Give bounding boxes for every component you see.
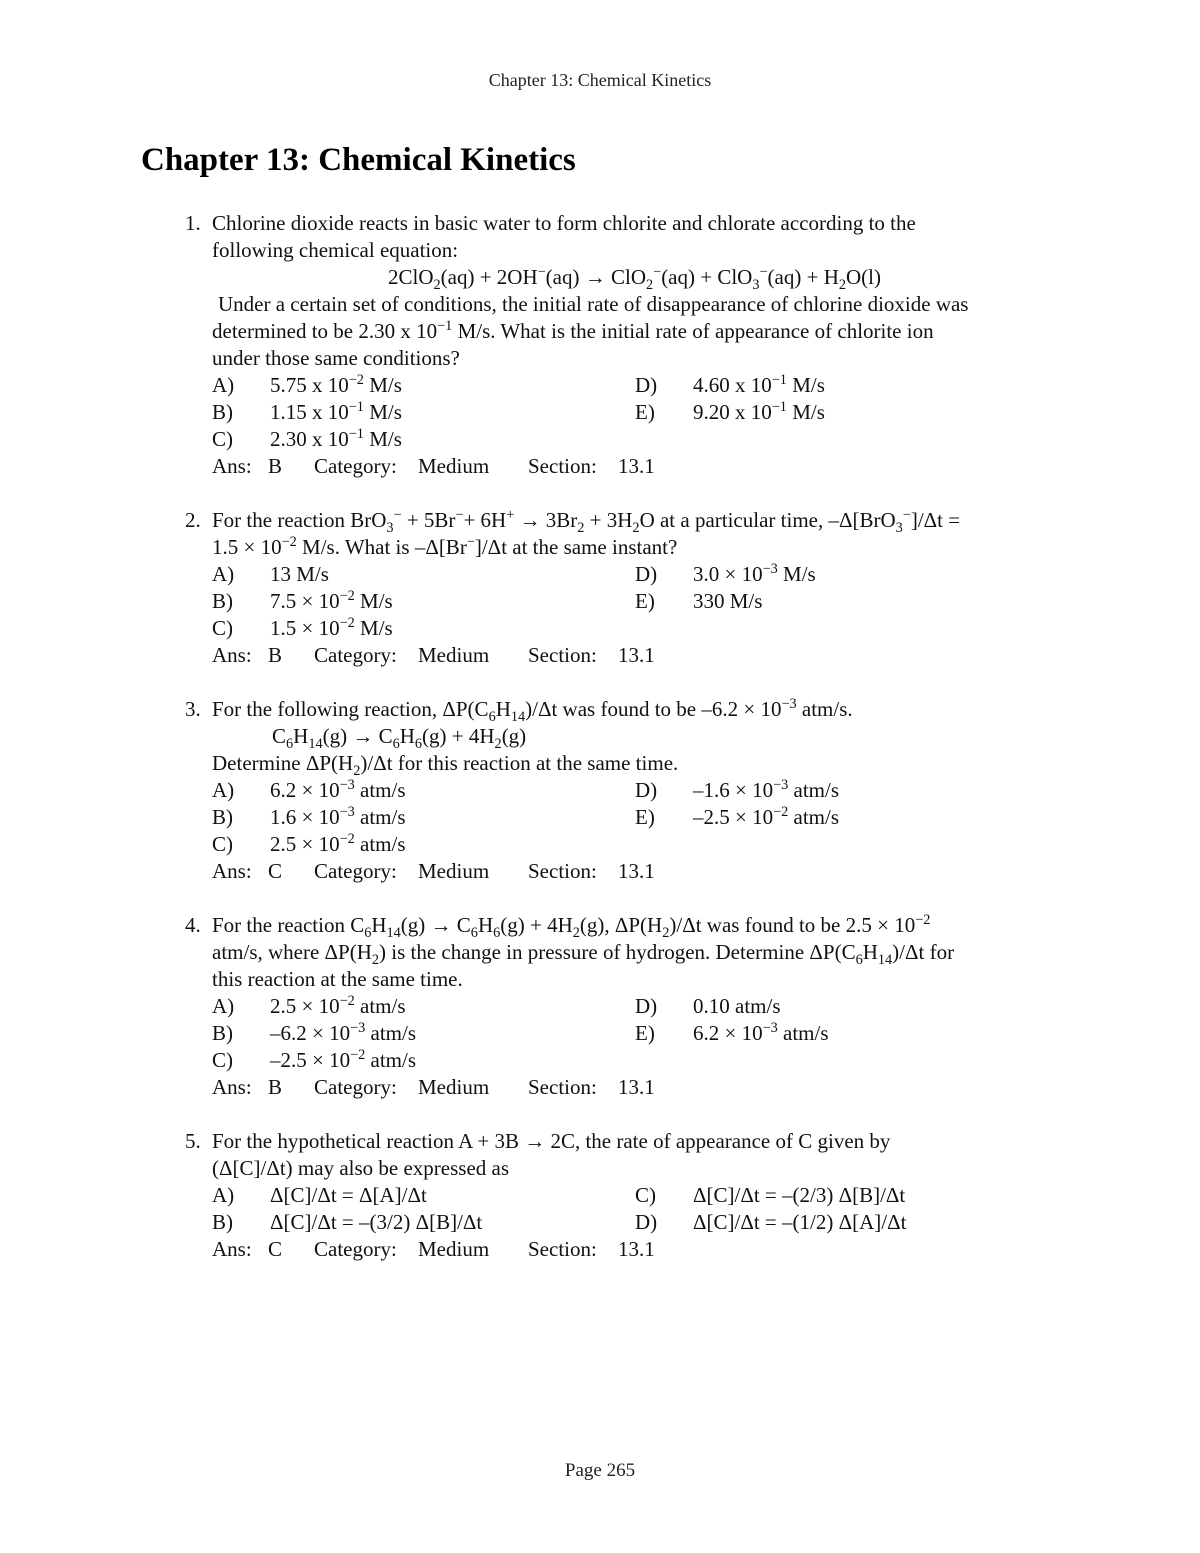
category-value: Medium [418, 1237, 490, 1261]
answer-options [212, 561, 1072, 642]
answer-line: Ans: B Category: Medium Section: 13.1 [212, 454, 655, 478]
page-number: Page 265 [564, 1460, 636, 1481]
answer-line: Ans: B Category: Medium Section: 13.1 [212, 643, 655, 667]
option-a: A) 5.75 x $10^{-2}$ M/s [212, 372, 402, 397]
question-2 [0, 507, 1200, 669]
page-title: Chapter 13: Chemical Kinetics [141, 142, 576, 178]
category-value: Medium [418, 454, 490, 478]
category-value: Medium [418, 643, 490, 667]
option-c: C) $-2.5 \times 10^{-2}$ atm/s [212, 1047, 417, 1072]
chemical-equation: $2ClO_2(aq) + 2OH^-(aq) \to ClO_2^-(aq) + ClO_3^-(aq) + H_2O(l)$ [387, 264, 882, 294]
option-d: D) $-1.6 \times 10^{-3}$ atm/s [635, 777, 840, 802]
answer-value: B [268, 454, 283, 478]
section-value: 13.1 [618, 1237, 655, 1261]
option-c: C) Δ[C]/Δt = –(2/3) Δ[B]/Δt [635, 1183, 906, 1207]
option-e: E) 9.20 x $10^{-1}$ M/s [635, 399, 825, 424]
question-body [212, 912, 1072, 1101]
answer-value: C [268, 859, 283, 883]
answer-options [212, 372, 1072, 453]
option-a: A) $2.5 \times 10^{-2}$ atm/s [212, 993, 406, 1018]
question-text: For the reaction $BrO_3^- + 5Br^-+ 6H^+ \to 3Br_2 + 3H_2O$ at a particular time, –Δ[BrO$_3$−]/Δt = [212, 507, 961, 537]
answer-line: Ans: C Category: Medium Section: 13.1 [212, 859, 655, 883]
question-text: Determine $\Delta P(H_2)/\Delta t$ for this reaction at the same time. [212, 751, 679, 780]
section-value: 13.1 [618, 643, 655, 667]
question-text: atm/s, where $\Delta P(H_2)$ is the change in pressure of hydrogen. Determine $\Delta P(C_6H_{14})/\Delta t$ for [212, 940, 955, 969]
question-number: 3. [185, 697, 201, 721]
question-body [212, 1128, 1072, 1263]
question-5 [0, 1128, 1200, 1263]
option-a: A) Δ[C]/Δt = Δ[A]/Δt [212, 1183, 427, 1207]
option-e: E) $-2.5 \times 10^{-2}$ atm/s [635, 804, 840, 829]
question-text: Under a certain set of conditions, the initial rate of disappearance of chlorine dioxide was [218, 292, 969, 316]
option-b: B) 1.15 x $10^{-1}$ M/s [212, 399, 402, 424]
answer-line: Ans: B Category: Medium Section: 13.1 [212, 1075, 655, 1099]
answer-options [212, 993, 1072, 1074]
option-c: C) $1.5 \times 10^{-2}$ M/s [212, 615, 393, 640]
option-c: C) $2.5 \times 10^{-2}$ atm/s [212, 831, 406, 856]
running-header: Chapter 13: Chemical Kinetics [488, 70, 712, 90]
section-value: 13.1 [618, 859, 655, 883]
question-text: following chemical equation: [212, 238, 459, 262]
answer-options [212, 777, 1072, 858]
question-text: For the hypothetical reaction A + 3B → 2C, the rate of appearance of C given by [212, 1129, 891, 1153]
option-a: A) 13 M/s [212, 562, 329, 586]
category-value: Medium [418, 1075, 490, 1099]
section-value: 13.1 [618, 454, 655, 478]
option-b: B) $-6.2 \times 10^{-3}$ atm/s [212, 1020, 417, 1045]
answer-line: Ans: C Category: Medium Section: 13.1 [212, 1237, 655, 1261]
question-text: $1.5 \times 10^{-2}$ M/s. What is –Δ[Br−]/Δt at the same instant? [212, 534, 678, 559]
option-d: D) Δ[C]/Δt = –(1/2) Δ[A]/Δt [635, 1210, 907, 1234]
answer-value: B [268, 1075, 283, 1099]
question-3 [0, 696, 1200, 885]
option-d: D) $3.0 \times 10^{-3}$ M/s [635, 561, 816, 586]
question-text: (Δ[C]/Δt) may also be expressed as [212, 1156, 510, 1180]
question-number: 4. [185, 913, 201, 937]
question-body [212, 210, 1072, 480]
question-text: under those same conditions? [212, 346, 460, 370]
question-body [212, 696, 1072, 885]
option-e: E) 330 M/s [635, 589, 763, 613]
question-text: this reaction at the same time. [212, 967, 463, 991]
category-value: Medium [418, 859, 490, 883]
question-text: Chlorine dioxide reacts in basic water to form chlorite and chlorate according to the [212, 211, 916, 235]
question-text: For the reaction $C_6H_{14}(g) \to C_6H_6(g) + 4H_2(g)$, $\Delta P(H_2)/\Delta t$ was found to be $2.5 \times 10^{-2}$ [212, 912, 931, 942]
option-e: E) $6.2 \times 10^{-3}$ atm/s [635, 1020, 829, 1045]
answer-value: C [268, 1237, 283, 1261]
question-number: 1. [185, 211, 201, 235]
option-d: D) 4.60 x $10^{-1}$ M/s [635, 372, 825, 397]
question-1 [0, 210, 1200, 480]
answer-value: B [268, 643, 283, 667]
option-b: B) $7.5 \times 10^{-2}$ M/s [212, 588, 393, 613]
question-number: 2. [185, 508, 201, 532]
option-a: A) $6.2 \times 10^{-3}$ atm/s [212, 777, 406, 802]
question-number: 5. [185, 1129, 201, 1153]
chemical-equation: $C_6H_{14}(g) \to C_6H_6(g) + 4H_2(g)$ [272, 724, 527, 753]
answer-options [212, 1182, 1072, 1236]
question-body [212, 507, 1072, 669]
question-text: For the following reaction, $\Delta P(C_6H_{14})/\Delta t$ was found to be $-6.2 \times 10^{-3}$ atm/s. [212, 696, 853, 726]
question-text: determined to be 2.30 x $10^{-1}$ M/s. What is the initial rate of appearance of chlorite ion [212, 318, 934, 343]
option-c: C) 2.30 x $10^{-1}$ M/s [212, 426, 402, 451]
option-b: B) $1.6 \times 10^{-3}$ atm/s [212, 804, 406, 829]
question-4 [0, 912, 1200, 1101]
section-value: 13.1 [618, 1075, 655, 1099]
option-d: D) 0.10 atm/s [635, 994, 781, 1018]
option-b: B) Δ[C]/Δt = –(3/2) Δ[B]/Δt [212, 1210, 483, 1234]
question-list [0, 210, 1200, 1290]
